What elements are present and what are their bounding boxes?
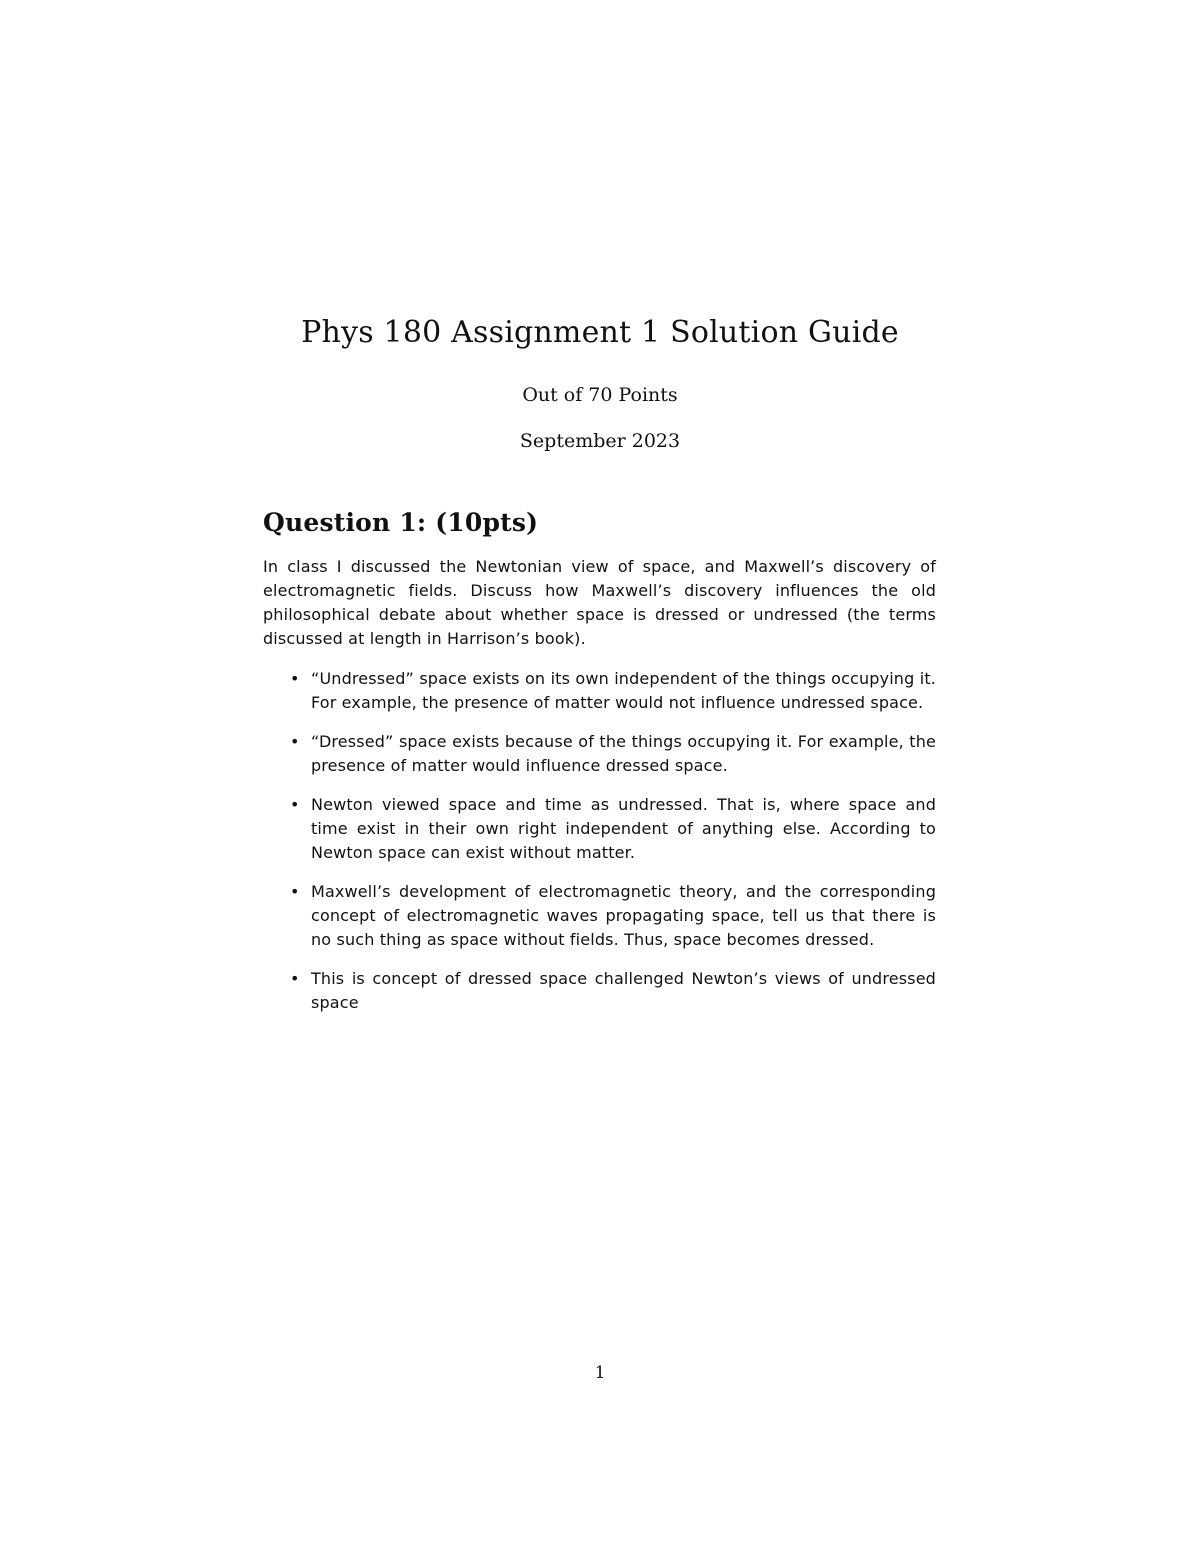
document-title: Phys 180 Assignment 1 Solution Guide xyxy=(301,315,899,350)
answer-point-text: Newton viewed space and time as undressed. That is, where space and time exist in their own right independent of anything else. According to Newton space can exist without matter. xyxy=(311,795,936,862)
answer-point xyxy=(290,667,936,715)
bullet-icon: • xyxy=(290,795,300,814)
document-date: September 2023 xyxy=(519,430,681,452)
answer-point-text: Maxwell’s development of electromagnetic theory, and the corresponding concept of electromagnetic waves propagating space, tell us that there is no such thing as space without fields. Thus, space becomes dressed. xyxy=(311,882,936,949)
document-subtitle: Out of 70 Points xyxy=(522,384,678,406)
question-1-section xyxy=(263,508,936,1030)
question-1-prompt: In class I discussed the Newtonian view of space, and Maxwell’s discovery of electromagnetic fields. Discuss how Maxwell’s discovery influences the old philosophical debate about whether space is dressed or undressed (the terms discussed at length in Harrison’s book). xyxy=(263,557,936,648)
answer-point xyxy=(290,967,936,1015)
answer-point xyxy=(290,793,936,865)
bullet-icon: • xyxy=(290,969,300,988)
answer-point xyxy=(290,730,936,778)
answer-point-text: “Undressed” space exists on its own independent of the things occupying it. For example, the presence of matter would not influence undressed space. xyxy=(311,669,936,712)
answer-point-text: “Dressed” space exists because of the things occupying it. For example, the presence of matter would influence dressed space. xyxy=(311,732,936,775)
answer-point-text: This is concept of dressed space challenged Newton’s views of undressed space xyxy=(311,969,936,1012)
bullet-icon: • xyxy=(290,882,300,901)
bullet-icon: • xyxy=(290,669,300,688)
bullet-icon: • xyxy=(290,732,300,751)
answer-bullet-list xyxy=(263,667,936,1015)
answer-point xyxy=(290,880,936,952)
page-number: 1 xyxy=(594,1363,606,1383)
question-1-heading: Question 1: (10pts) xyxy=(263,508,539,537)
